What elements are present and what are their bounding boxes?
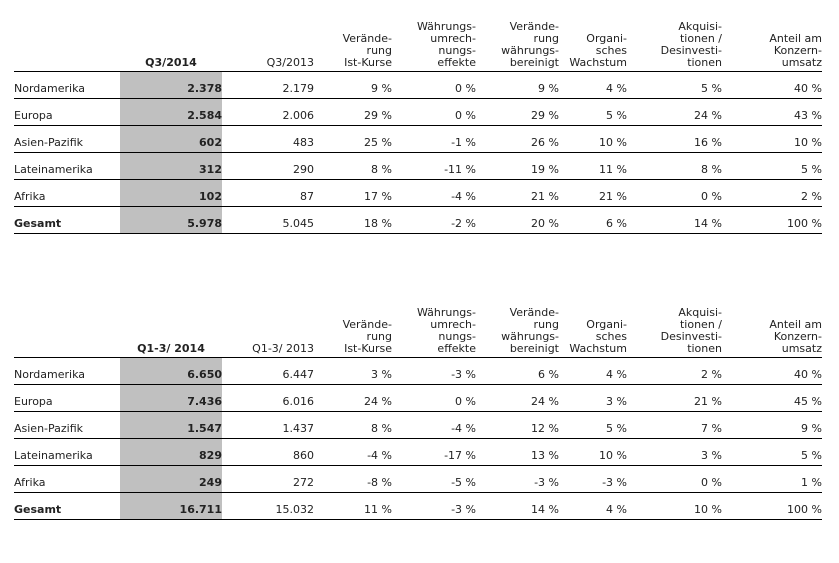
- previous-period-header: Q3/2013: [222, 5, 314, 72]
- table-row: [14, 153, 822, 180]
- currency-effect-cell: -3 %: [392, 493, 476, 520]
- table-row: [14, 72, 822, 99]
- currency-effect-cell: -4 %: [392, 180, 476, 207]
- change-adjusted-cell: 14 %: [476, 493, 559, 520]
- region-cell: Europa: [14, 99, 120, 126]
- table-row: [14, 126, 822, 153]
- organic-growth-cell: 5 %: [559, 412, 627, 439]
- acquisitions-cell: 21 %: [627, 385, 722, 412]
- organic-growth-cell: 4 %: [559, 72, 627, 99]
- share-cell: 5 %: [722, 439, 822, 466]
- acquisitions-cell: 0 %: [627, 180, 722, 207]
- acquisitions-cell: 16 %: [627, 126, 722, 153]
- share-cell: 9 %: [722, 412, 822, 439]
- table-row: [14, 466, 822, 493]
- share-cell: 2 %: [722, 180, 822, 207]
- region-cell: Asien-Pazifik: [14, 126, 120, 153]
- change-adjusted-header: Verände- rung währungs- bereinigt: [476, 291, 559, 358]
- share-cell: 100 %: [722, 207, 822, 234]
- acquisitions-cell: 5 %: [627, 72, 722, 99]
- share-cell: 100 %: [722, 493, 822, 520]
- change-adjusted-cell: 24 %: [476, 385, 559, 412]
- acquisitions-header: Akquisi- tionen / Desinvesti- tionen: [627, 5, 722, 72]
- previous-value-cell: 2.179: [222, 72, 314, 99]
- previous-value-cell: 860: [222, 439, 314, 466]
- previous-value-cell: 5.045: [222, 207, 314, 234]
- currency-effect-cell: -1 %: [392, 126, 476, 153]
- share-header: Anteil am Konzern- umsatz: [722, 291, 822, 358]
- change-actual-cell: -4 %: [314, 439, 392, 466]
- currency-effect-cell: -17 %: [392, 439, 476, 466]
- currency-effect-cell: 0 %: [392, 99, 476, 126]
- change-adjusted-cell: 13 %: [476, 439, 559, 466]
- share-header: Anteil am Konzern- umsatz: [722, 5, 822, 72]
- current-value-cell: 312: [120, 153, 222, 180]
- current-value-cell: 249: [120, 466, 222, 493]
- organic-growth-cell: -3 %: [559, 466, 627, 493]
- acquisitions-cell: 10 %: [627, 493, 722, 520]
- table-row: [14, 412, 822, 439]
- region-cell: Afrika: [14, 180, 120, 207]
- organic-growth-header: Organi- sches Wachstum: [559, 5, 627, 72]
- region-cell: Lateinamerika: [14, 153, 120, 180]
- current-value-cell: 5.978: [120, 207, 222, 234]
- current-period-header: Q1-3/ 2014: [120, 291, 222, 358]
- currency-effect-cell: -4 %: [392, 412, 476, 439]
- organic-growth-cell: 4 %: [559, 358, 627, 385]
- share-cell: 45 %: [722, 385, 822, 412]
- change-adjusted-cell: 12 %: [476, 412, 559, 439]
- currency-effects-header: Währungs- umrech- nungs- effekte: [392, 5, 476, 72]
- share-cell: 1 %: [722, 466, 822, 493]
- previous-value-cell: 1.437: [222, 412, 314, 439]
- acquisitions-cell: 24 %: [627, 99, 722, 126]
- change-adjusted-header: Verände- rung währungs- bereinigt: [476, 5, 559, 72]
- change-actual-cell: 24 %: [314, 385, 392, 412]
- table-row: [14, 180, 822, 207]
- currency-effect-cell: -5 %: [392, 466, 476, 493]
- current-value-cell: 16.711: [120, 493, 222, 520]
- region-cell: Europa: [14, 385, 120, 412]
- table-row: [14, 385, 822, 412]
- current-value-cell: 1.547: [120, 412, 222, 439]
- organic-growth-cell: 10 %: [559, 439, 627, 466]
- change-actual-cell: 11 %: [314, 493, 392, 520]
- current-period-header: Q3/2014: [120, 5, 222, 72]
- previous-value-cell: 6.016: [222, 385, 314, 412]
- share-cell: 40 %: [722, 72, 822, 99]
- table-header-row: [14, 5, 822, 72]
- change-actual-cell: 9 %: [314, 72, 392, 99]
- acquisitions-cell: 0 %: [627, 466, 722, 493]
- currency-effects-header: Währungs- umrech- nungs- effekte: [392, 291, 476, 358]
- current-value-cell: 6.650: [120, 358, 222, 385]
- table-row: [14, 358, 822, 385]
- change-actual-cell: 18 %: [314, 207, 392, 234]
- acquisitions-cell: 2 %: [627, 358, 722, 385]
- organic-growth-cell: 5 %: [559, 99, 627, 126]
- change-adjusted-cell: 26 %: [476, 126, 559, 153]
- previous-value-cell: 15.032: [222, 493, 314, 520]
- organic-growth-header: Organi- sches Wachstum: [559, 291, 627, 358]
- organic-growth-cell: 4 %: [559, 493, 627, 520]
- currency-effect-cell: 0 %: [392, 72, 476, 99]
- organic-growth-cell: 10 %: [559, 126, 627, 153]
- region-header: [14, 5, 120, 72]
- previous-value-cell: 2.006: [222, 99, 314, 126]
- region-cell: Afrika: [14, 466, 120, 493]
- change-adjusted-cell: 21 %: [476, 180, 559, 207]
- change-actual-cell: 25 %: [314, 126, 392, 153]
- current-value-cell: 2.584: [120, 99, 222, 126]
- acquisitions-cell: 8 %: [627, 153, 722, 180]
- current-value-cell: 7.436: [120, 385, 222, 412]
- currency-effect-cell: -11 %: [392, 153, 476, 180]
- total-row: [14, 207, 822, 234]
- table-row: [14, 439, 822, 466]
- organic-growth-cell: 3 %: [559, 385, 627, 412]
- region-header: [14, 291, 120, 358]
- previous-value-cell: 87: [222, 180, 314, 207]
- change-actual-cell: 8 %: [314, 153, 392, 180]
- change-actual-cell: 17 %: [314, 180, 392, 207]
- acquisitions-cell: 7 %: [627, 412, 722, 439]
- organic-growth-cell: 6 %: [559, 207, 627, 234]
- currency-effect-cell: -2 %: [392, 207, 476, 234]
- previous-value-cell: 483: [222, 126, 314, 153]
- organic-growth-cell: 21 %: [559, 180, 627, 207]
- change-adjusted-cell: 9 %: [476, 72, 559, 99]
- previous-value-cell: 290: [222, 153, 314, 180]
- region-cell: Nordamerika: [14, 358, 120, 385]
- total-row: [14, 493, 822, 520]
- change-adjusted-cell: 19 %: [476, 153, 559, 180]
- table-row: [14, 99, 822, 126]
- current-value-cell: 2.378: [120, 72, 222, 99]
- acquisitions-cell: 3 %: [627, 439, 722, 466]
- change-adjusted-cell: 20 %: [476, 207, 559, 234]
- currency-effect-cell: -3 %: [392, 358, 476, 385]
- change-adjusted-cell: -3 %: [476, 466, 559, 493]
- sales-table-q3: [14, 5, 822, 234]
- change-actual-cell: 3 %: [314, 358, 392, 385]
- currency-effect-cell: 0 %: [392, 385, 476, 412]
- organic-growth-cell: 11 %: [559, 153, 627, 180]
- change-actual-header: Verände- rung Ist-Kurse: [314, 291, 392, 358]
- previous-value-cell: 6.447: [222, 358, 314, 385]
- current-value-cell: 829: [120, 439, 222, 466]
- region-cell: Asien-Pazifik: [14, 412, 120, 439]
- current-value-cell: 602: [120, 126, 222, 153]
- previous-value-cell: 272: [222, 466, 314, 493]
- share-cell: 10 %: [722, 126, 822, 153]
- current-value-cell: 102: [120, 180, 222, 207]
- region-cell: Lateinamerika: [14, 439, 120, 466]
- change-actual-cell: -8 %: [314, 466, 392, 493]
- share-cell: 40 %: [722, 358, 822, 385]
- change-adjusted-cell: 29 %: [476, 99, 559, 126]
- share-cell: 43 %: [722, 99, 822, 126]
- sales-table-q1-3: [14, 291, 822, 520]
- total-label: Gesamt: [14, 493, 120, 520]
- previous-period-header: Q1-3/ 2013: [222, 291, 314, 358]
- change-actual-cell: 29 %: [314, 99, 392, 126]
- region-cell: Nordamerika: [14, 72, 120, 99]
- acquisitions-cell: 14 %: [627, 207, 722, 234]
- table-header-row: [14, 291, 822, 358]
- change-actual-cell: 8 %: [314, 412, 392, 439]
- change-adjusted-cell: 6 %: [476, 358, 559, 385]
- total-label: Gesamt: [14, 207, 120, 234]
- acquisitions-header: Akquisi- tionen / Desinvesti- tionen: [627, 291, 722, 358]
- share-cell: 5 %: [722, 153, 822, 180]
- change-actual-header: Verände- rung Ist-Kurse: [314, 5, 392, 72]
